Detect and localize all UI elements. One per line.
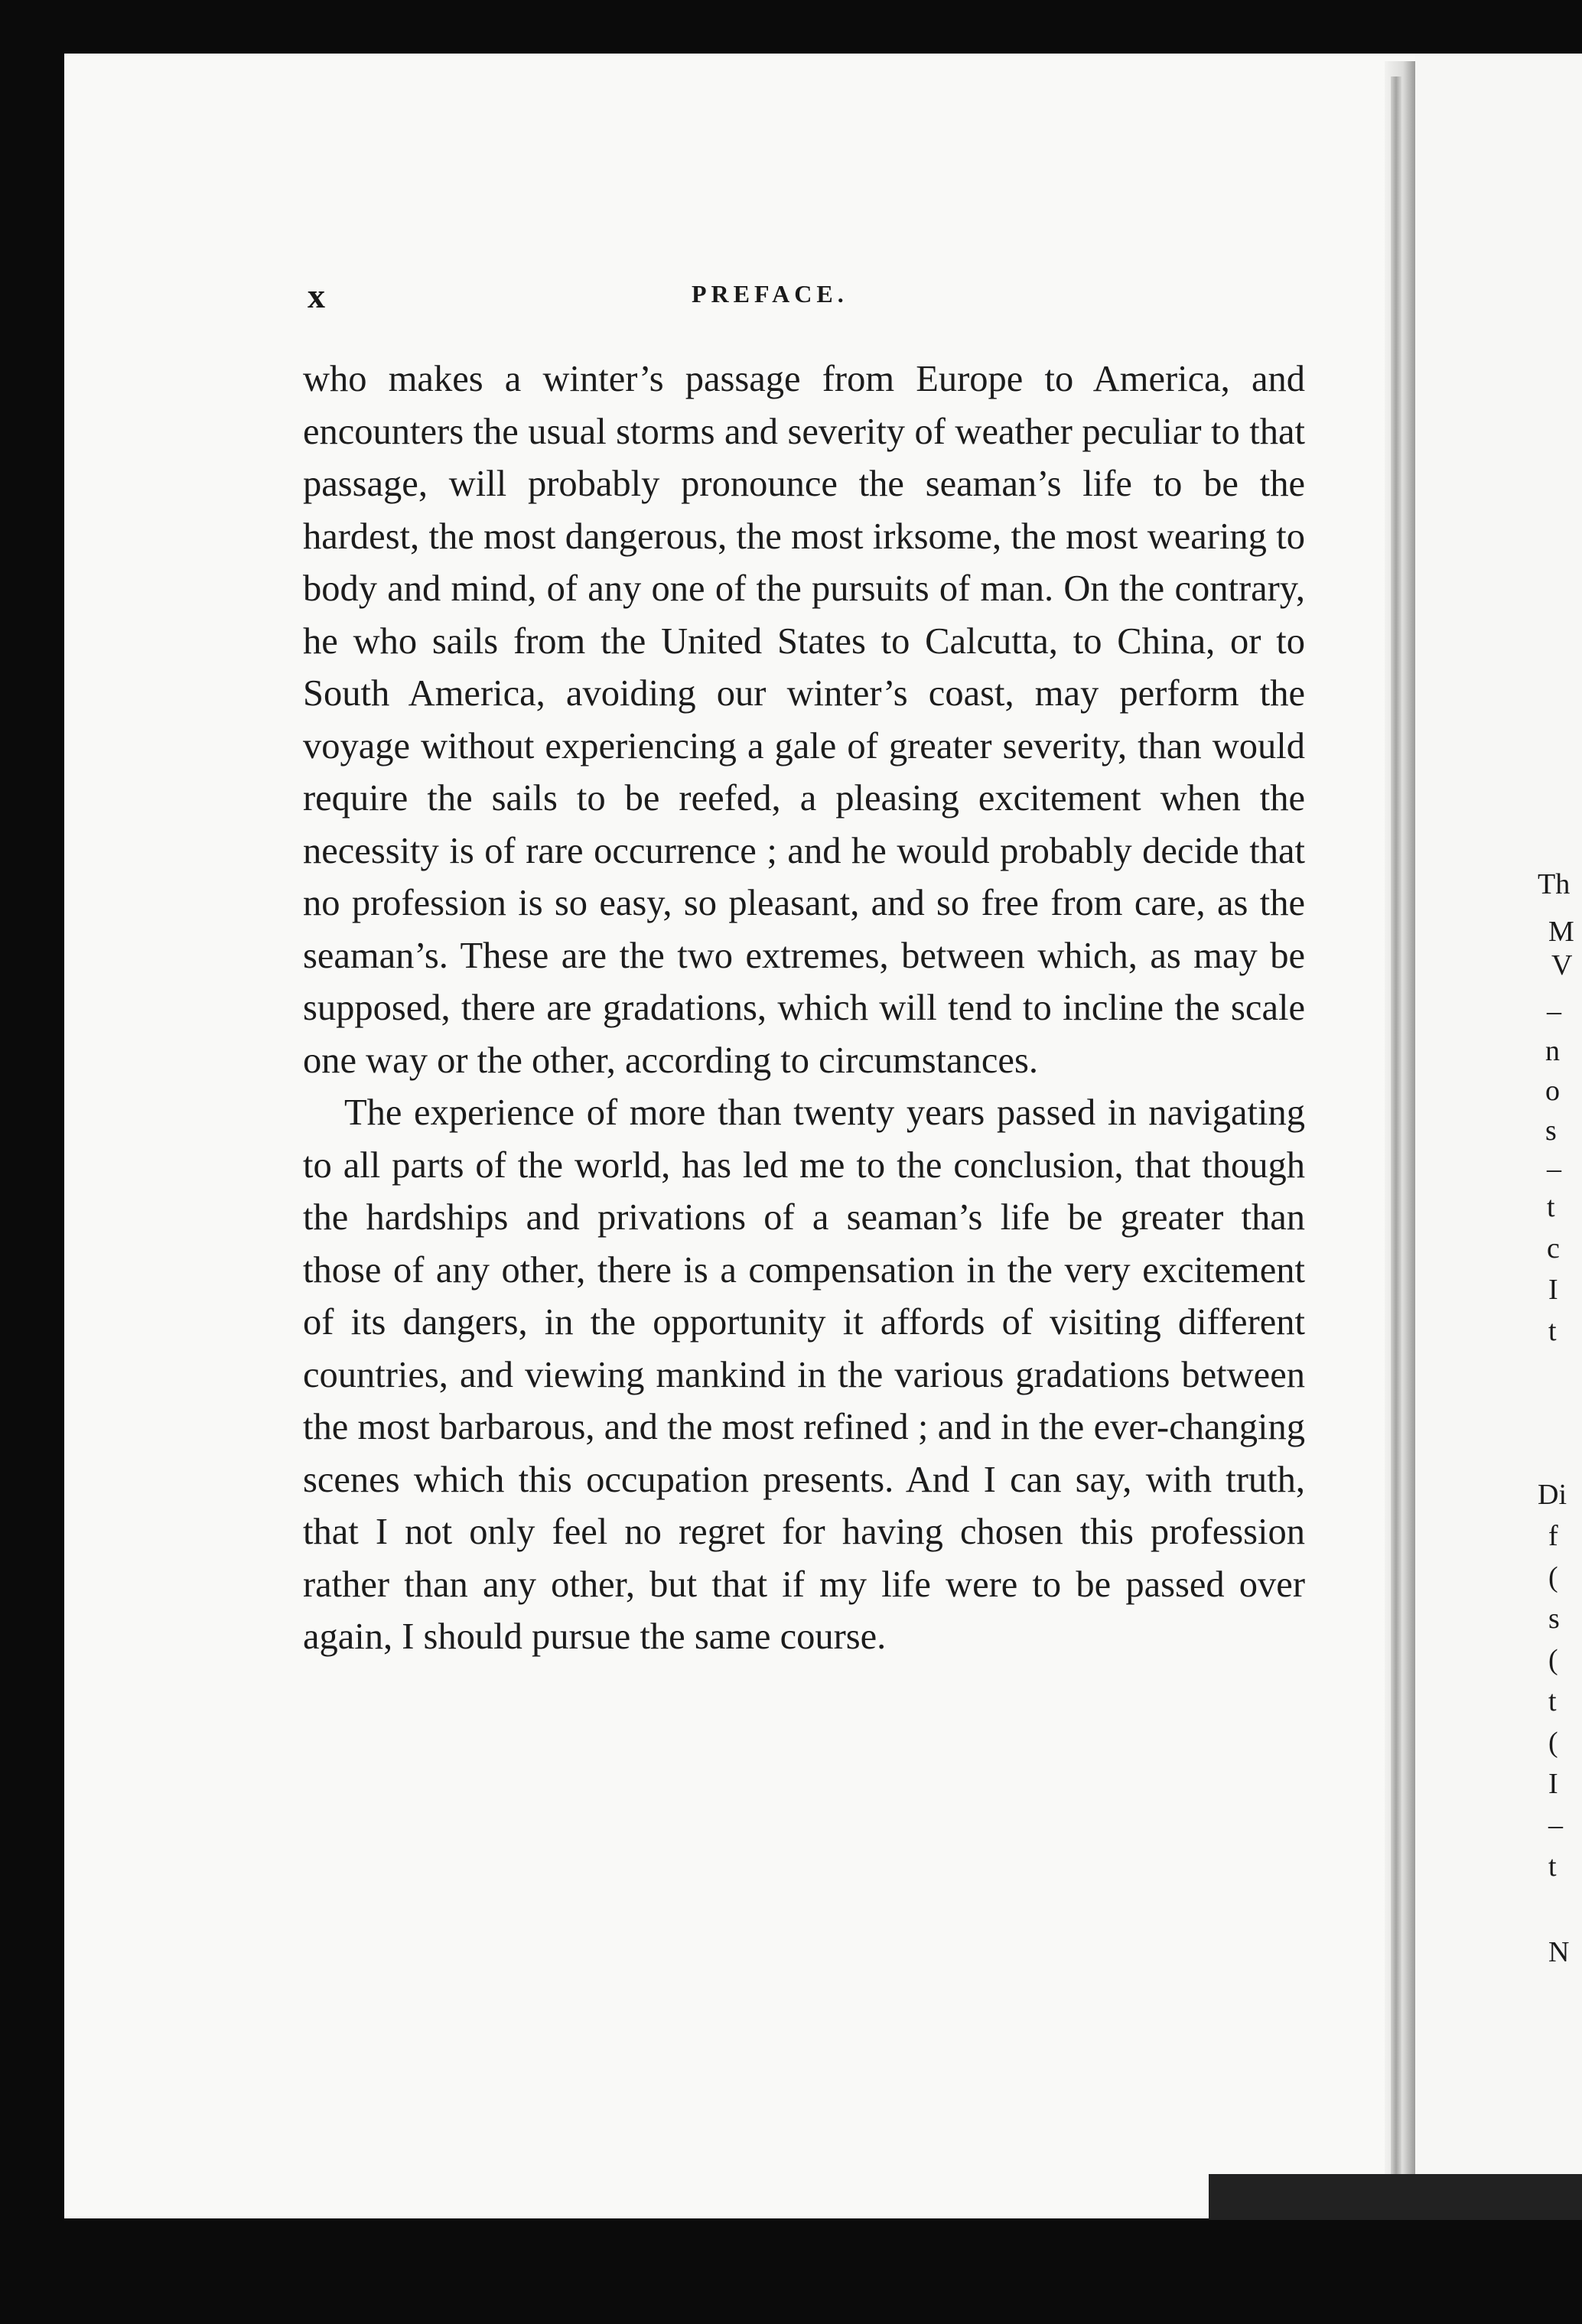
adjacent-page-text bbox=[1538, 0, 1582, 2324]
page-header bbox=[64, 275, 1441, 321]
adjacent-fragment: M bbox=[1548, 916, 1574, 948]
adjacent-fragment: t bbox=[1547, 1191, 1555, 1223]
body-text bbox=[303, 353, 1305, 1664]
adjacent-fragment: Th bbox=[1538, 868, 1571, 900]
adjacent-fragment: – bbox=[1547, 995, 1561, 1027]
adjacent-fragment: Di bbox=[1538, 1479, 1567, 1511]
adjacent-fragment: ( bbox=[1548, 1644, 1558, 1676]
running-head: PREFACE. bbox=[692, 280, 848, 308]
adjacent-fragment: ( bbox=[1548, 1727, 1558, 1759]
adjacent-fragment: N bbox=[1548, 1936, 1570, 1968]
adjacent-fragment: I bbox=[1548, 1274, 1558, 1306]
adjacent-fragment: t bbox=[1548, 1315, 1557, 1347]
page-fold bbox=[1391, 76, 1401, 2203]
adjacent-fragment: c bbox=[1547, 1232, 1560, 1265]
adjacent-fragment: – bbox=[1547, 1153, 1561, 1185]
paragraph-2: The experience of more than twenty years passed in navigating to all parts of the world, has led me to the conclusion, that though the hardships and privations of a seaman’s life be greater than those of any other, there is a compensation in the very excitement of its dangers, in the opportunity it affords of visiting different countries, and viewing mankind in the various gradations between the most barbarous, and the most refined ; and in the ever-changing scenes which this occupation presents. And I can say, with truth, that I not only feel no regret for having chosen this profession rather than any other, but that if my life were to be passed over again, I should pursue the same course. bbox=[303, 1092, 1305, 1657]
adjacent-fragment: f bbox=[1548, 1520, 1558, 1552]
adjacent-fragment: n bbox=[1545, 1035, 1560, 1067]
adjacent-fragment: ( bbox=[1548, 1561, 1558, 1593]
adjacent-fragment: s bbox=[1548, 1603, 1560, 1635]
book-page bbox=[64, 54, 1441, 2218]
adjacent-fragment: o bbox=[1545, 1075, 1560, 1107]
adjacent-fragment: t bbox=[1548, 1850, 1557, 1883]
page-number: x bbox=[308, 276, 327, 315]
adjacent-fragment: – bbox=[1548, 1809, 1563, 1841]
adjacent-fragment: t bbox=[1548, 1685, 1557, 1717]
adjacent-fragment: I bbox=[1548, 1768, 1558, 1800]
scanner-edge bbox=[1209, 2174, 1582, 2220]
adjacent-fragment: s bbox=[1545, 1115, 1557, 1147]
paragraph-1: who makes a winter’s passage from Europe to America, and encounters the usual storms and severity of weather peculiar to that passage, will probably pronounce the seaman’s life to be the hardest, the most dangerous, the most irksome, the most wearing to body and mind, of any one of the pursuits of man. On the contrary, he who sails from the United States to Calcutta, to China, or to South America, avoiding our winter’s coast, may perform the voyage without experiencing a gale of greater severity, than would require the sails to be reefed, a pleasing excitement when the necessity is of rare occurrence ; and he would probably decide that no profession is so easy, so pleasant, and so free from care, as the seaman’s. These are the two extremes, between which, as may be supposed, there are gradations, which will tend to incline the scale one way or the other, according to circumstances. bbox=[303, 359, 1305, 1081]
adjacent-fragment: V bbox=[1551, 949, 1573, 981]
